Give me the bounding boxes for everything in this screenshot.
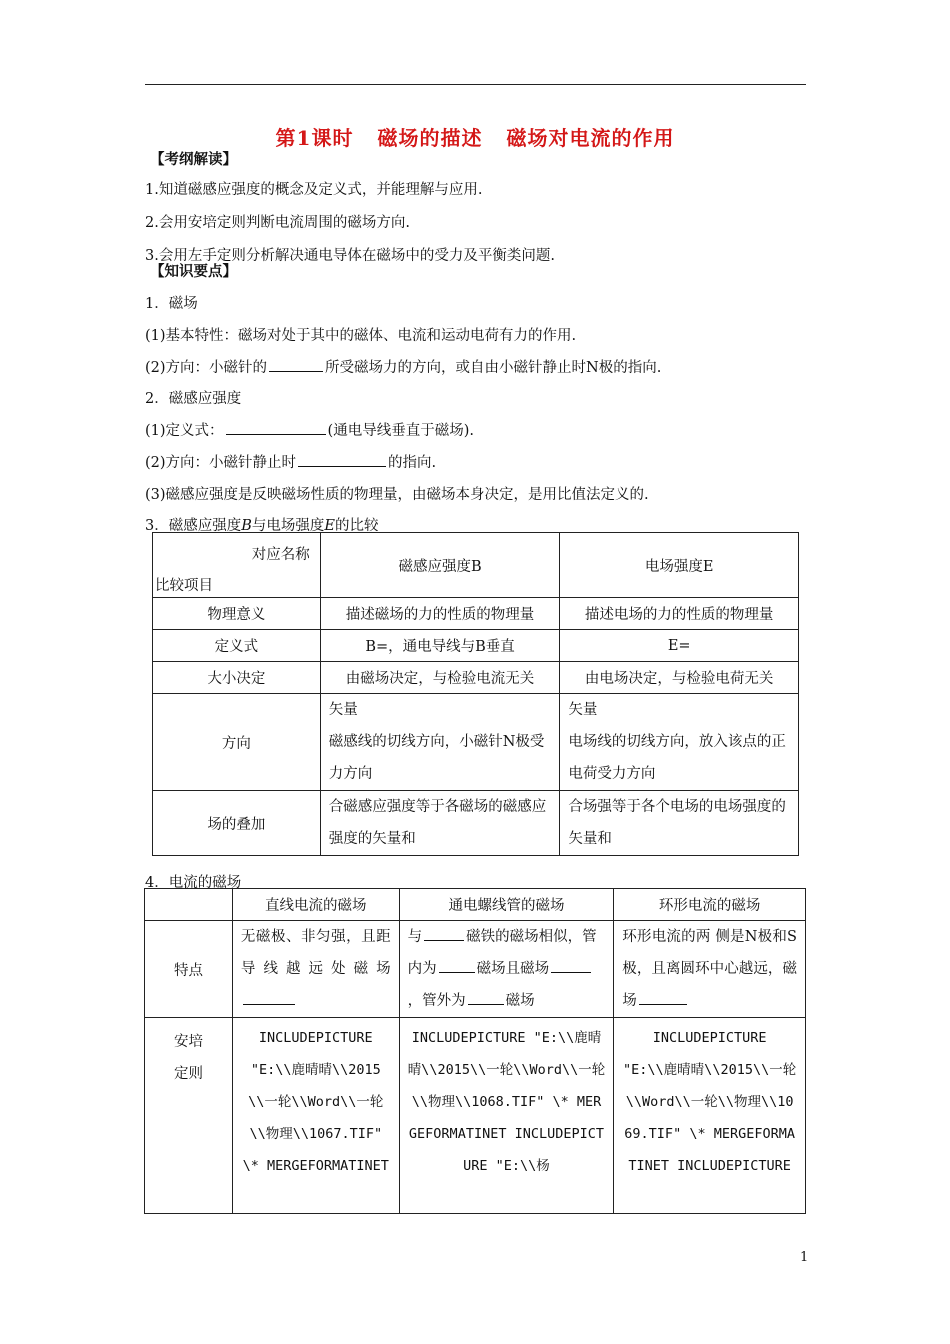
- outline-item-3: 3.会用左手定则分析解决通电导体在磁场中的受力及平衡类问题.: [145, 248, 555, 264]
- point-1-2: [145, 356, 661, 377]
- point-2-1: [145, 419, 474, 440]
- cell-b: 由磁场决定，与检验电流无关: [320, 662, 560, 694]
- cell-text: 磁场: [505, 993, 535, 1009]
- point-1-2-text-b: 所受磁场力的方向，或自由小磁针静止时N极的指向.: [325, 360, 662, 376]
- cell-e-line-1: 矢量: [568, 702, 598, 718]
- page-number: 1: [800, 1250, 809, 1265]
- cell-straight-features: [232, 921, 399, 1018]
- cell-b: [320, 694, 560, 791]
- section-heading-knowledge: 【知识要点】: [150, 263, 237, 280]
- symbol-e: E: [324, 518, 335, 534]
- point-2-2-text-b: 的指向.: [388, 455, 437, 471]
- row-label-ampere-rule: [145, 1018, 233, 1214]
- row-label-features: 特点: [145, 921, 233, 1018]
- section-heading-outline: 【考纲解读】: [150, 151, 237, 168]
- cell-b: 描述磁场的力的性质的物理量: [320, 598, 560, 630]
- row-label: 定义式: [153, 630, 321, 662]
- cell-b-line-1: 矢量: [328, 702, 358, 718]
- row-label: 方向: [153, 694, 321, 791]
- point-1-2-text-a: (2)方向：小磁针的: [145, 360, 268, 376]
- cell-e: 描述电场的力的性质的物理量: [560, 598, 799, 630]
- row-label: 物理意义: [153, 598, 321, 630]
- header-bottom: 比较项目: [155, 578, 213, 594]
- col-header-straight: 直线电流的磁场: [232, 889, 399, 921]
- cell-e: 合场强等于各个电场的电场强度的矢量和: [560, 791, 799, 856]
- fill-blank[interactable]: [468, 990, 504, 1005]
- point-2-2: [145, 451, 436, 472]
- point-3-text-a: 3．磁感应强度: [145, 518, 242, 534]
- fill-blank[interactable]: [298, 452, 386, 467]
- fill-blank[interactable]: [269, 357, 323, 372]
- row-label: 大小决定: [153, 662, 321, 694]
- fill-blank[interactable]: [243, 990, 295, 1005]
- fill-blank[interactable]: [639, 990, 687, 1005]
- cell-e: [560, 694, 799, 791]
- cell-text: 与: [407, 929, 423, 945]
- col-header-loop: 环形电流的磁场: [614, 889, 806, 921]
- row-label: 场的叠加: [153, 791, 321, 856]
- fill-blank[interactable]: [551, 958, 591, 973]
- cell-b-line-2: 磁感线的切线方向，小磁针N极受力方向: [328, 734, 545, 782]
- point-1-1: (1)基本特性：磁场对处于其中的磁体、电流和运动电荷有力的作用.: [145, 328, 577, 344]
- cell-solenoid-features: [399, 921, 614, 1018]
- cell-loop-features: [614, 921, 806, 1018]
- point-2-title: 2．磁感应强度: [145, 391, 242, 407]
- point-2-3: (3)磁感应强度是反映磁场性质的物理量，由磁场本身决定，是用比值法定义的.: [145, 487, 649, 503]
- point-3-text-b: 与电场强度: [251, 518, 325, 534]
- comparison-table: [152, 532, 799, 856]
- title-lesson: 第1课时: [275, 126, 354, 150]
- outline-item-1: 1.知道磁感应强度的概念及定义式，并能理解与应用.: [145, 182, 483, 198]
- cell-text: 环形电流的两 侧是N极和S极，且离圆环中心越远，磁场: [622, 929, 797, 1009]
- outline-item-2: 2.会用安培定则判断电流周围的磁场方向.: [145, 215, 410, 231]
- col-header-e: 电场强度E: [560, 533, 799, 598]
- header-top: 对应名称: [251, 547, 310, 563]
- row-label-text: 安培定则: [173, 1034, 203, 1082]
- title-topic-1: 磁场的描述: [377, 126, 483, 150]
- title-topic-2: 磁场对电流的作用: [506, 126, 675, 150]
- page-title: [0, 122, 950, 151]
- cell-e: 由电场决定，与检验电荷无关: [560, 662, 799, 694]
- cell-solenoid-rule: INCLUDEPICTURE "E:\\鹿晴晴\\2015\\一轮\\Word\\一轮\\物理\\1068.TIF" \* MERGEFORMATINET INCLUDEPICTURE "E:\\杨: [399, 1018, 614, 1214]
- col-header-b: 磁感应强度B: [320, 533, 560, 598]
- symbol-b: B: [241, 518, 252, 534]
- cell-text: 磁铁的磁场相似，管内为: [407, 929, 597, 977]
- cell-text: 无磁极、非匀强，且距导线越远处磁场: [240, 929, 391, 977]
- cell-straight-rule: INCLUDEPICTURE "E:\\鹿晴晴\\2015\\一轮\\Word\\一轮\\物理\\1067.TIF" \* MERGEFORMATINET: [232, 1018, 399, 1214]
- cell-text: 磁场且磁场: [476, 961, 550, 977]
- cell-e: E=: [560, 630, 799, 662]
- current-field-table: [144, 888, 806, 1214]
- col-header-solenoid: 通电螺线管的磁场: [399, 889, 614, 921]
- point-2-1-text-b: (通电导线垂直于磁场).: [327, 423, 474, 439]
- cell-text: ，管外为: [407, 993, 466, 1009]
- fill-blank[interactable]: [424, 926, 464, 941]
- cell-b: B=，通电导线与B垂直: [320, 630, 560, 662]
- point-3-text-c: 的比较: [334, 518, 379, 534]
- point-1-title: 1．磁场: [145, 296, 198, 312]
- cell-b: 合磁感应强度等于各磁场的磁感应强度的矢量和: [320, 791, 560, 856]
- header-rule: [145, 84, 806, 85]
- point-4-title: 4．电流的磁场: [145, 875, 242, 891]
- corner-cell: [145, 889, 233, 921]
- point-2-1-text-a: (1)定义式：: [145, 423, 224, 439]
- diagonal-header-cell: [153, 533, 321, 598]
- point-2-2-text-a: (2)方向：小磁针静止时: [145, 455, 297, 471]
- fill-blank[interactable]: [226, 420, 326, 435]
- cell-e-line-2: 电场线的切线方向，放入该点的正电荷受力方向: [568, 734, 786, 782]
- cell-loop-rule: INCLUDEPICTURE "E:\\鹿晴晴\\2015\\一轮\\Word\\一轮\\物理\\1069.TIF" \* MERGEFORMATINET INCLUDEPICTURE: [614, 1018, 806, 1214]
- fill-blank[interactable]: [439, 958, 475, 973]
